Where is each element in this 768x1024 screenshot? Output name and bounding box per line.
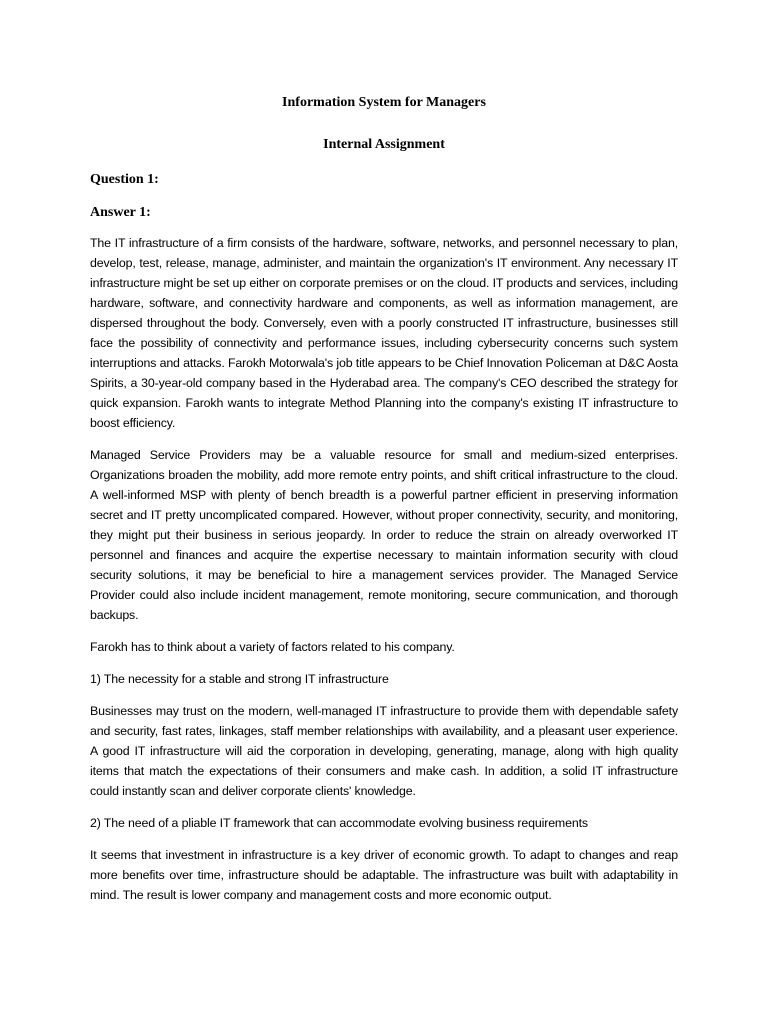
list-heading: 1) The necessity for a stable and strong IT infrastructure	[90, 672, 389, 686]
document-title: Information System for Managers	[282, 95, 486, 110]
document-subtitle: Internal Assignment	[323, 137, 445, 152]
paragraph: Managed Service Providers may be a valuable resource for small and medium-sized enterprises. Organizations broaden the mobility, add more remote entry points, and shift critical infrastructure to the cloud. A well-informed MSP with plenty of bench breadth is a powerful partner efficient in preserving information secret and IT pretty uncomplicated compared. However, without proper connectivity, security, and monitoring, they might put their business in serious jeopardy. In order to reduce the strain on already overworked IT personnel and finances and acquire the expertise necessary to maintain information security with cloud security solutions, it may be beneficial to hire a management services provider. The Managed Service Provider could also include incident management, remote monitoring, secure communication, and thorough backups.	[90, 448, 678, 622]
paragraph: The IT infrastructure of a firm consists of the hardware, software, networks, and personnel necessary to plan, develop, test, release, manage, administer, and maintain the organization's IT environment. Any necessary IT infrastructure might be set up either on corporate premises or on the cloud. IT products and services, including hardware, software, and connectivity hardware and components, as well as information management, are dispersed throughout the body. Conversely, even with a poorly constructed IT infrastructure, businesses still face the possibility of connectivity and performance issues, including cybersecurity concerns such system interruptions and attacks. Farokh Motorwala's job title appears to be Chief Innovation Policeman at D&C Aosta Spirits, a 30-year-old company based in the Hyderabad area. The company's CEO described the strategy for quick expansion. Farokh wants to integrate Method Planning into the company's existing IT infrastructure to boost efficiency.	[90, 236, 678, 430]
list-heading: 2) The need of a pliable IT framework that can accommodate evolving business requirements	[90, 816, 588, 830]
paragraph: Businesses may trust on the modern, well-managed IT infrastructure to provide them with dependable safety and security, fast rates, linkages, staff member relationships with availability, and a pleasant user experience. A good IT infrastructure will aid the corporation in developing, generating, manage, along with high quality items that match the expectations of their consumers and make cash. In addition, a solid IT infrastructure could instantly scan and deliver corporate clients' knowledge.	[90, 704, 678, 798]
paragraph: Farokh has to think about a variety of factors related to his company.	[90, 640, 455, 654]
document-page	[90, 92, 678, 905]
paragraph: It seems that investment in infrastructure is a key driver of economic growth. To adapt to changes and reap more benefits over time, infrastructure should be adaptable. The infrastructure was built with adaptability in mind. The result is lower company and management costs and more economic output.	[90, 848, 678, 902]
answer-label: Answer 1:	[90, 205, 151, 220]
question-label: Question 1:	[90, 172, 159, 187]
